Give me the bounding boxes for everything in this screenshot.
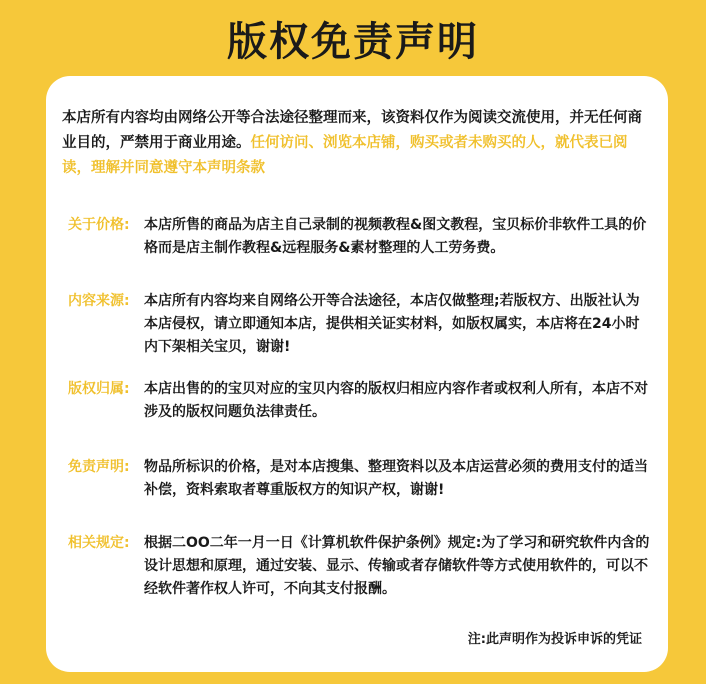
- footer-note: 注:此声明作为投诉申诉的凭证: [467, 632, 642, 647]
- section-label: 免责声明:: [68, 459, 130, 475]
- section-label: 关于价格:: [68, 217, 130, 233]
- section-text: 本店出售的的宝贝对应的宝贝内容的版权归相应内容作者或权利人所有，本店不对涉及的版权问题负法律责任。: [144, 381, 648, 420]
- section-label: 内容来源:: [68, 293, 130, 309]
- section-label: 相关规定:: [68, 535, 130, 551]
- section-disclaimer: [68, 456, 652, 502]
- section-source: [68, 290, 652, 359]
- intro-text: 本店所有内容均由网络公开等合法途径整理而来，该资料仅作为阅读交流使用，并无任何商业目的，严禁用于商业用途。: [62, 110, 642, 151]
- section-text: 根据二OO二年一月一日《计算机软件保护条例》规定:为了学习和研究软件内含的设计思想和原理，通过安装、显示、传输或者存储软件等方式使用软件的，可以不经软件著作权人许可，不向其支付报酬。: [144, 535, 650, 597]
- page-title: 版权免责声明: [227, 19, 479, 65]
- section-text: 本店所有内容均来自网络公开等合法途径，本店仅做整理;若版权方、出版社认为本店侵权，请立即通知本店，提供相关证实材料，如版权属实，本店将在24小时内下架相关宝贝，谢谢!: [144, 293, 640, 355]
- intro-paragraph: [62, 106, 652, 181]
- section-price: [68, 214, 652, 260]
- section-regulations: [68, 532, 652, 601]
- section-copyright: [68, 378, 652, 424]
- intro-highlight: 任何访问、浏览本店铺，购买或者未购买的人，就代表已阅读，理解并同意遵守本声明条款: [62, 135, 628, 176]
- section-label: 版权归属:: [68, 381, 130, 397]
- section-text: 本店所售的商品为店主自己录制的视频教程&图文教程，宝贝标价非软件工具的价格而是店主制作教程&远程服务&素材整理的人工劳务费。: [144, 217, 647, 256]
- disclaimer-card: [46, 76, 668, 672]
- section-text: 物品所标识的价格，是对本店搜集、整理资料以及本店运营必须的费用支付的适当补偿，资料索取者尊重版权方的知识产权，谢谢!: [144, 459, 648, 498]
